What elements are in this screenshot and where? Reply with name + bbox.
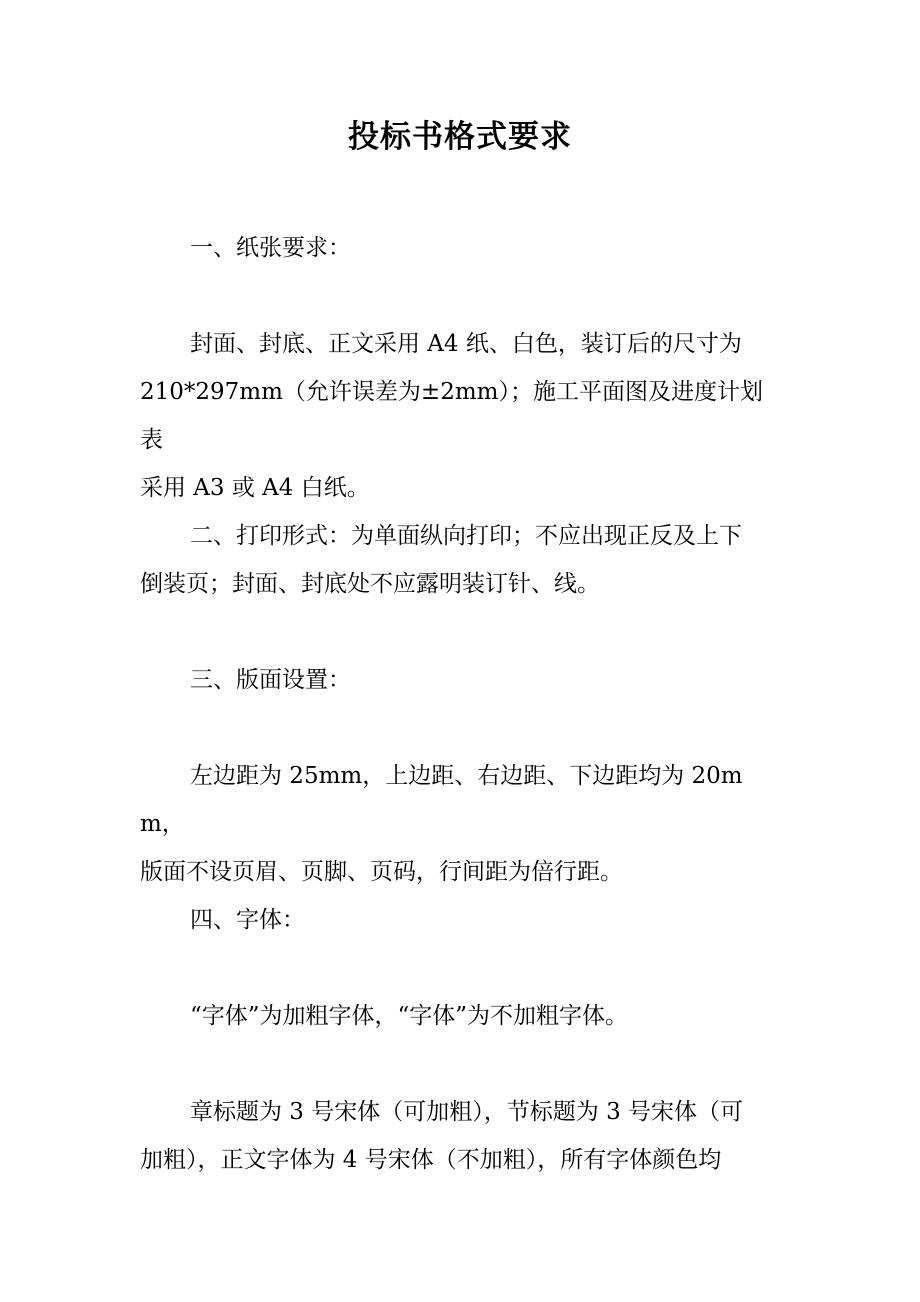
paragraph-line: 二、打印形式：为单面纵向打印；不应出现正反及上下 — [190, 523, 742, 549]
paragraph-line: “字体”为加粗字体，“字体”为不加粗字体。 — [190, 1003, 629, 1029]
paragraph-print-form — [140, 512, 785, 608]
paragraph-line: 倒装页；封面、封底处不应露明装订针、线。 — [140, 571, 600, 597]
paragraph-margins — [140, 752, 785, 896]
paragraph-line: 采用 A3 或 A4 白纸。 — [140, 475, 370, 501]
section-heading-font — [140, 896, 785, 944]
paragraph-line: 章标题为 3 号宋体（可加粗），节标题为 3 号宋体（可 — [190, 1099, 744, 1125]
paragraph-line: 左边距为 25mm，上边距、右边距、下边距均为 20mm， — [140, 763, 743, 837]
paragraph-line: 一、纸张要求： — [190, 235, 351, 261]
paragraph-line: 四、字体： — [190, 907, 305, 933]
paragraph-line: 封面、封底、正文采用 A4 纸、白色，装订后的尺寸为 — [190, 331, 742, 357]
document-title: 投标书格式要求 — [348, 119, 572, 155]
paragraph-line: 加粗），正文字体为 4 号宋体（不加粗），所有字体颜色均 — [140, 1147, 722, 1173]
section-heading-layout — [140, 656, 785, 704]
paragraph-font-sizes — [140, 1088, 785, 1184]
paragraph-font-weight — [140, 992, 785, 1040]
paragraph-line: 版面不设页眉、页脚、页码，行间距为倍行距。 — [140, 859, 623, 885]
paragraph-paper-spec — [140, 320, 785, 512]
section-heading-paper — [140, 224, 785, 272]
paragraph-line: 210*297mm（允许误差为±2mm）；施工平面图及进度计划表 — [140, 379, 763, 453]
paragraph-line: 三、版面设置： — [190, 667, 351, 693]
